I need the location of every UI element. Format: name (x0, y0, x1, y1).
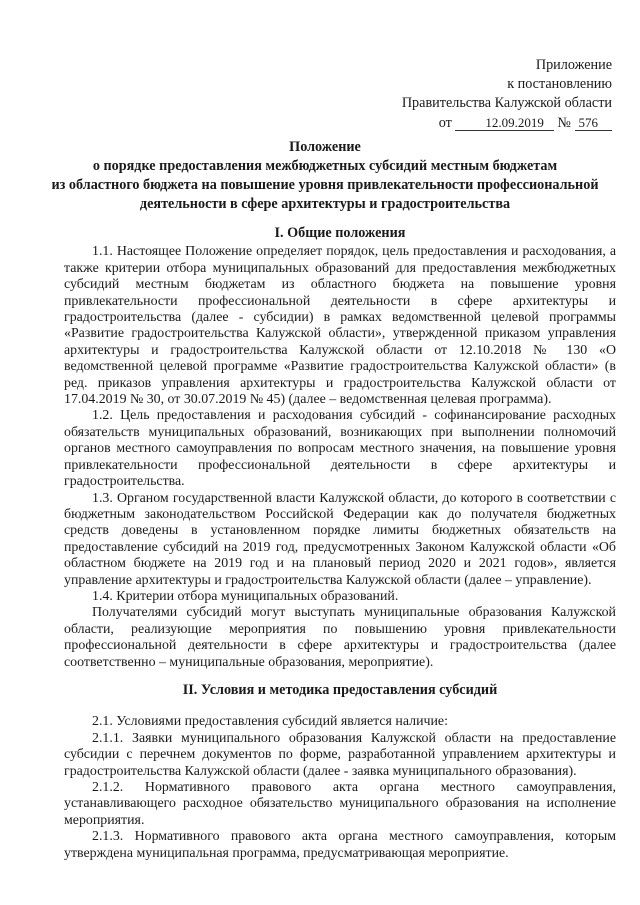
attachment-label: Приложение (535, 57, 612, 73)
title-line-2: о порядке предоставления межбюджетных субсидий местным бюджетам (92, 158, 558, 174)
number-prefix: № (557, 115, 571, 131)
attachment-government: Правительства Калужской области (401, 95, 612, 111)
paragraph-1-3: 1.3. Органом государственной власти Калужской области, до которого в соответствии с бюджетным законодательством Российской Федерации как до получателя бюджетных средств доведены в установленном порядке лимиты бюджетных обязательств на предоставление субсидий на 2019 год, предусмотренных Законом Калужской области «Об областном бюджете на 2019 год и на плановый период 2020 и 2021 годов», является управление архитектуры и градостроительства Калужской области (далее – управление). (64, 490, 616, 588)
attachment-resolution: к постановлению (507, 76, 612, 92)
title-line-4: деятельности в сфере архитектуры и градостроительства (139, 196, 511, 212)
attachment-block (362, 56, 612, 133)
section-1 (64, 225, 616, 671)
paragraph-1-5: Получателями субсидий могут выступать муниципальные образования Калужской области, реализующие мероприятия по повышению уровня привлекательности профессиональной деятельности в сфере архитектуры и градостроительства (далее соответственно – муниципальные образования, мероприятие). (64, 605, 616, 670)
date-prefix: от (438, 115, 452, 131)
paragraph-2-1: 2.1. Условиями предоставления субсидий является наличие: (92, 714, 448, 730)
document-title (40, 138, 610, 214)
paragraph-2-1-3: 2.1.3. Нормативного правового акта органа местного самоуправления, которым утверждена муниципальная программа, предусматривающая мероприятие. (64, 829, 616, 861)
paragraph-1-1: 1.1. Настоящее Положение определяет порядок, цель предоставления и расходования, а также критерии отбора муниципальных образований для предоставления межбюджетных субсидий местным бюджетам из областного бюджета на повышение уровня привлекательности профессиональной деятельности в сфере архитектуры и градостроительства (далее - субсидии) в рамках ведомственной целевой программы «Развитие градостроительства Калужской области», утвержденной приказом управления архитектуры и градостроительства Калужской области от 12.10.2018 № 130 «О ведомственной целевой программе «Развитие градостроительства Калужской области» (в ред. приказов управления архитектуры и градостроительства Калужской области от 17.04.2019 № 30, от 30.07.2019 № 45) (далее – ведомственная целевая программа). (64, 244, 616, 408)
paragraph-2-1-2: 2.1.2. Нормативного правового акта органа местного самоуправления, устанавливающего расходное обязательство муниципального образования на исполнение мероприятия. (64, 780, 616, 828)
title-line-3: из областного бюджета на повышение уровня привлекательности профессиональной (51, 177, 599, 193)
paragraph-2-1-1: 2.1.1. Заявки муниципального образования Калужской области на предоставление субсидии с перечнем документов по форме, разработанной управлением архитектуры и градостроительства Калужской области (далее - заявка муниципального образования). (64, 730, 616, 779)
attachment-date-line (362, 113, 612, 133)
title-line-1: Положение (289, 139, 361, 155)
section-2 (64, 682, 616, 862)
paragraph-1-2: 1.2. Цель предоставления и расходования субсидий - софинансирование расходных обязательств муниципальных образований, возникающих при выполнении полномочий органов местного самоуправления по вопросам местного значения, на повышение уровня привлекательности профессиональной деятельности в сфере архитектуры и градостроительства. (64, 408, 616, 490)
attachment-number: 576 (575, 115, 613, 131)
section-1-heading: I. Общие положения (274, 225, 406, 241)
attachment-date: 12.09.2019 (455, 115, 554, 131)
paragraph-1-4: 1.4. Критерии отбора муниципальных образований. (92, 588, 399, 604)
section-2-heading: II. Условия и методика предоставления субсидий (182, 682, 498, 698)
